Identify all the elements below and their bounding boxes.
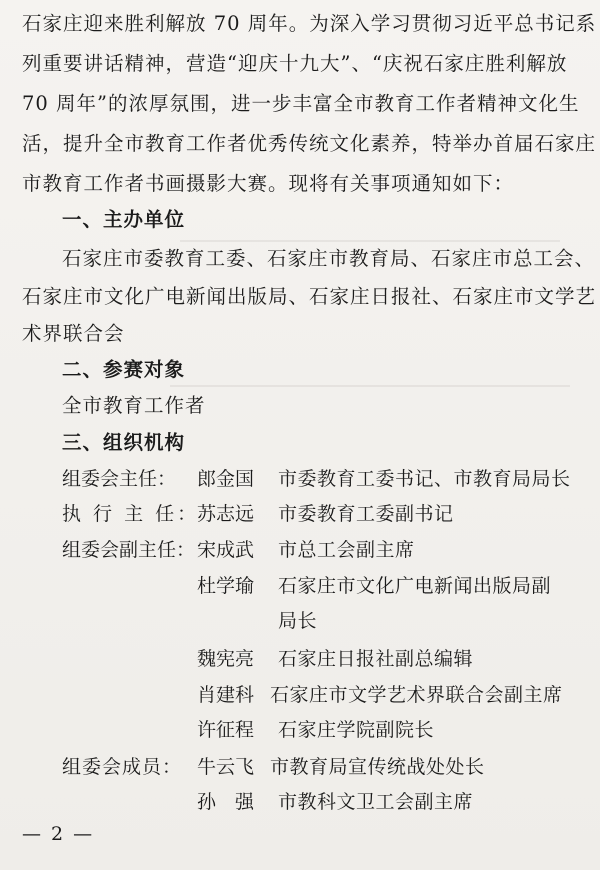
committee-role-label: 组委会副主任：: [62, 539, 196, 561]
committee-member-title: 市委教育工委副书记: [278, 503, 454, 525]
committee-member-title: 市教育局宣传统战处处长: [270, 756, 485, 778]
committee-member-title: 市委教育工委书记、市教育局局长: [278, 468, 571, 490]
committee-role-label: 执 行 主 任：: [62, 503, 200, 525]
committee-member-name: 宋成武: [197, 539, 255, 561]
intro-line: 活，提升全市教育工作者优秀传统文化素养，特举办首届石家庄: [22, 132, 597, 155]
committee-role-label: 组委会成员：: [62, 756, 183, 778]
committee-role-label: 组委会主任：: [62, 468, 177, 490]
intro-line: 70 周年”的浓厚氛围，进一步丰富全市教育工作者精神文化生: [22, 92, 580, 115]
committee-member-title: 石家庄市文学艺术界联合会副主席: [270, 684, 563, 706]
page-number: — 2 —: [22, 823, 95, 845]
organizers-line: 石家庄市文化广电新闻出版局、石家庄日报社、石家庄市文学艺: [22, 285, 597, 308]
organizers-line: 石家庄市委教育工委、石家庄市教育局、石家庄市总工会、: [62, 247, 596, 270]
intro-line: 市教育工作者书画摄影大赛。现将有关事项通知如下：: [22, 172, 515, 195]
section-heading-organization: 三、组织机构: [62, 431, 186, 454]
section-heading-organizers: 一、主办单位: [62, 208, 186, 231]
committee-member-title: 市教科文卫工会副主席: [278, 791, 474, 813]
committee-member-name: 杜学瑜: [197, 575, 255, 597]
committee-member-title: 石家庄日报社副总编辑: [278, 648, 474, 670]
committee-member-name: 魏宪亮: [197, 648, 255, 670]
organizers-line: 术界联合会: [22, 322, 125, 345]
committee-member-title: 局长: [278, 610, 318, 632]
committee-member-name: 郎金国: [197, 468, 255, 490]
intro-line: 石家庄迎来胜利解放 70 周年。为深入学习贯彻习近平总书记系: [22, 12, 597, 35]
intro-line: 列重要讲话精神，营造“迎庆十九大”、“庆祝石家庄胜利解放: [22, 52, 568, 75]
section-heading-participants: 二、参赛对象: [62, 358, 186, 381]
committee-member-name: 孙 强: [197, 791, 255, 813]
committee-member-name: 许征程: [197, 719, 255, 741]
committee-member-name: 牛云飞: [197, 756, 255, 778]
committee-member-title: 石家庄学院副院长: [278, 719, 435, 741]
committee-member-name: 苏志远: [197, 503, 255, 525]
committee-member-title: 石家庄市文化广电新闻出版局副: [278, 575, 552, 597]
committee-member-title: 市总工会副主席: [278, 539, 415, 561]
bleed-through-mark: [180, 200, 560, 242]
committee-member-name: 肖建科: [197, 684, 255, 706]
bleed-through-mark: [170, 345, 570, 387]
participants-line: 全市教育工作者: [62, 394, 206, 417]
